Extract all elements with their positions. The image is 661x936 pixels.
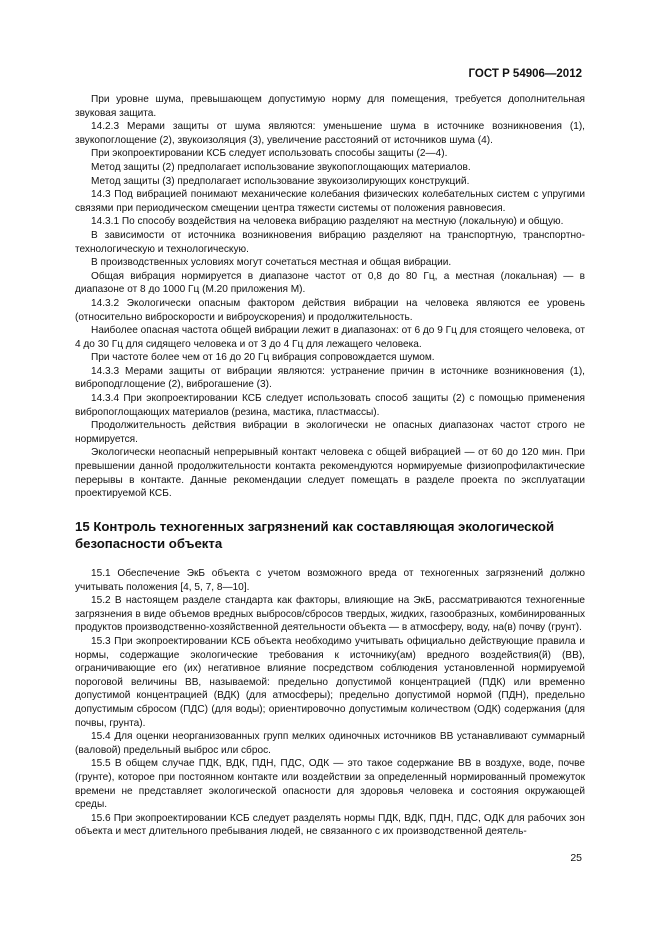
paragraph: При частоте более чем от 16 до 20 Гц вибрация сопровождается шумом. (91, 352, 435, 364)
section-14-body (75, 93, 585, 501)
paragraph: 15.3 При экопроектировании КСБ объекта необходимо учитывать официально действующие правила и нормы, содержащие экологические требования к источнику(ам) вредного воздействия(й) (ВВ), ограничивающие его (их) негативное влияние посредством соблюдения установленной нормируемой пороговой величины ВВ, называемой: предельно допустимой концентрацией (ПДК) или временно допустимой концентрацией (ВДК) (для атмосферы); предельно допустимой нормой (ПДН), предельно допустимым сбросом (ПДС) (для воды); ориентировочно допустимым количеством (ОДК) содержания (для почвы, грунта). (75, 635, 585, 729)
paragraph: При экопроектировании КСБ следует использовать способы защиты (2—4). (91, 148, 448, 160)
paragraph: 15.6 При экопроектировании КСБ следует разделять нормы ПДК, ВДК, ПДН, ПДС, ОДК для рабочих зон объекта и мест длительного пребывания людей, не связанного с их производственной деятель- (75, 812, 585, 838)
paragraph: В зависимости от источника возникновения вибрацию разделяют на транспортную, транспортно-технологическую и технологическую. (75, 229, 585, 255)
section-15-title: 15 Контроль техногенных загрязнений как составляющая экологической безопасности объекта (75, 519, 555, 551)
paragraph: 14.3 Под вибрацией понимают механические колебания физических колебательных систем с упругими связями при периодическом смещении центра тяжести системы от положения равновесия. (75, 189, 585, 214)
paragraph: 14.3.3 Мерами защиты от вибрации являются: устранение причин в источнике возникновения (1), виброподглощение (2), виброгашение (3). (75, 365, 585, 391)
paragraph: Наиболее опасная частота общей вибрации лежит в диапазонах: от 6 до 9 Гц для стоящего человека, от 4 до 30 Гц для сидящего человека и от 3 до 4 Гц для лежащего человека. (75, 325, 585, 350)
paragraph: 15.2 В настоящем разделе стандарта как факторы, влияющие на ЭкБ, рассматриваются техногенные загрязнения в виде объемов вредных выбросов/сбросов твердых, жидких, газообразных, комбинированных продуктов производственно-хозяйственной деятельности объекта — в атмосферу, воду, на(в) почву (грунт). (75, 595, 585, 634)
document-code: ГОСТ Р 54906—2012 (468, 68, 582, 80)
paragraph: В производственных условиях могут сочетаться местная и общая вибрации. (91, 257, 452, 269)
paragraph: При уровне шума, превышающем допустимую норму для помещения, требуется дополнительная звуковая защита. (75, 94, 585, 119)
section-15-body (75, 567, 585, 839)
page-number: 25 (570, 852, 582, 864)
paragraph: 14.2.3 Мерами защиты от шума являются: уменьшение шума в источнике возникновения (1), звукопоглощение (2), звукоизоляция (3), увеличение расстояний от источников шума (4). (75, 121, 585, 146)
paragraph: 14.3.1 По способу воздействия на человека вибрацию разделяют на местную (локальную) и общую. (91, 216, 564, 228)
paragraph: Метод защиты (3) предполагает использование звукоизолирующих конструкций. (91, 175, 470, 187)
paragraph: 15.1 Обеспечение ЭкБ объекта с учетом возможного вреда от техногенных загрязнений должно учитывать положения [4, 5, 7, 8—10]. (75, 568, 585, 593)
paragraph: 15.5 В общем случае ПДК, ВДК, ПДН, ПДС, ОДК — это такое содержание ВВ в воздухе, воде, почве (грунте), которое при постоянном контакте или воздействии за определенный нормированный промежуток времени не представляет экологической опасности для здоровья человека и состояния окружающей среды. (75, 758, 585, 811)
paragraph: Экологически неопасный непрерывный контакт человека с общей вибрацией — от 60 до 120 мин. При превышении данной продолжительности контакта рекомендуются нормируемые физиопрофилактические перерывы в контакте. Данные рекомендации следует помещать в разделе проекта по эксплуатации проектируемой КСБ. (75, 447, 585, 500)
paragraph: 14.3.2 Экологически опасным фактором действия вибрации на человека являются ее уровень (относительно виброскорости и виброускорения) и продолжительность. (75, 297, 585, 323)
paragraph: Продолжительность действия вибрации в экологически не опасных диапазонах частот строго не нормируется. (75, 420, 585, 445)
paragraph: 15.4 Для оценки неорганизованных групп мелких одиночных источников ВВ устанавливают суммарный (валовой) предельный выброс или сброс. (75, 731, 585, 756)
paragraph: Общая вибрация нормируется в диапазоне частот от 0,8 до 80 Гц, а местная (локальная) — в диапазоне от 8 до 1000 Гц (М.20 приложения М). (75, 270, 585, 296)
paragraph: Метод защиты (2) предполагает использование звукопоглощающих материалов. (91, 161, 471, 173)
paragraph: 14.3.4 При экопроектировании КСБ следует использовать способ защиты (2) с помощью применения вибропоглощающих материалов (резина, мастика, пластмассы). (75, 393, 585, 418)
